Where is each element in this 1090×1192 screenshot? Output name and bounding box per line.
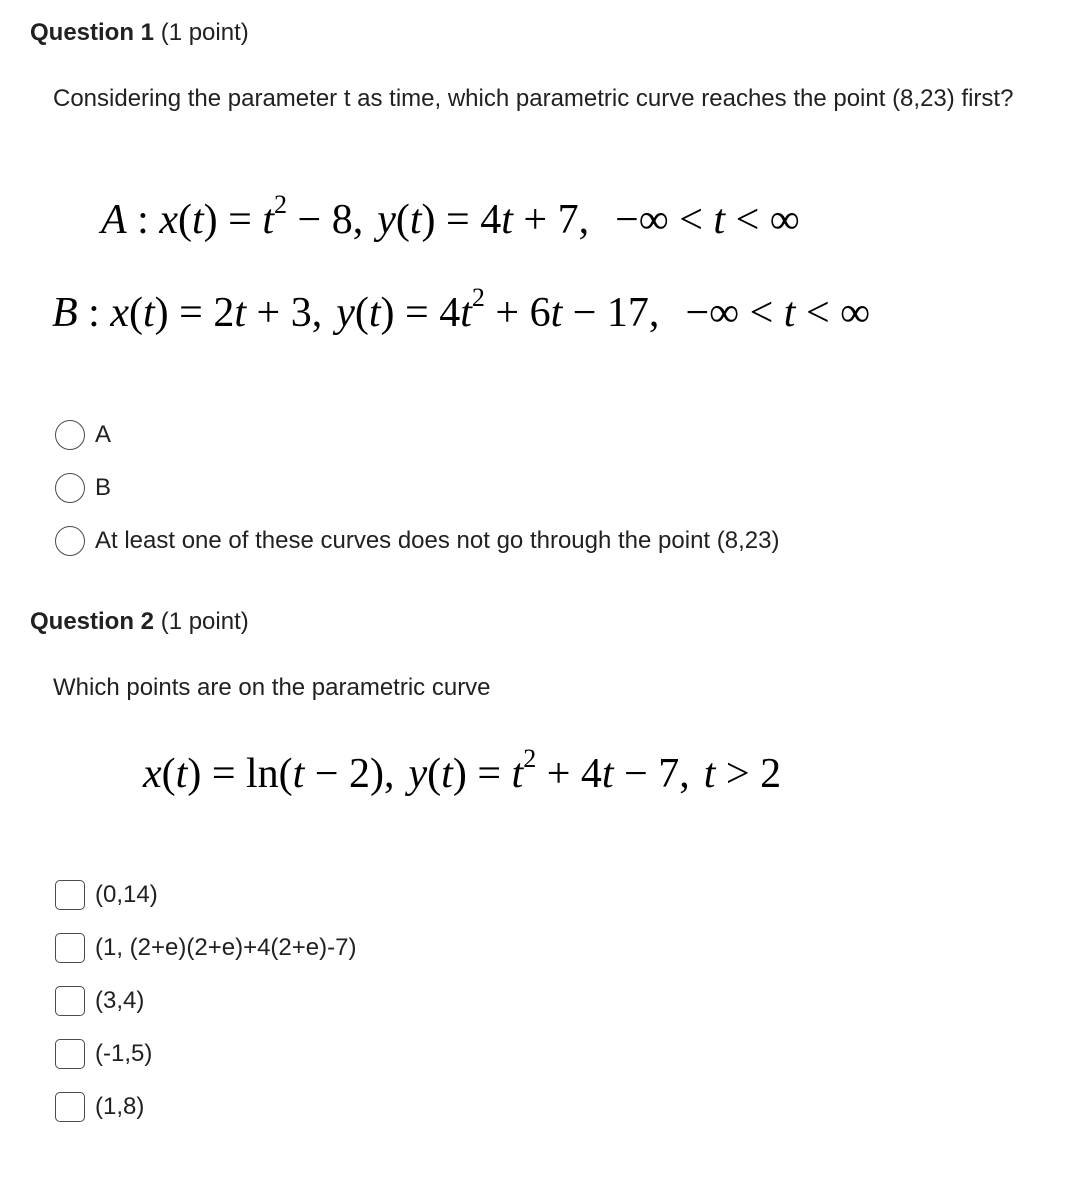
question-1-points: (1 point): [160, 19, 249, 46]
q2-option-1-label: (0,14): [95, 881, 158, 908]
question-1-prompt: Considering the parameter t as time, which parametric curve reaches the point (8,23) first?: [53, 85, 1014, 112]
q2-option-2[interactable]: [55, 931, 356, 965]
q2-option-1[interactable]: [55, 878, 158, 912]
question-1-heading: [30, 18, 249, 48]
equation-curve-a: A : $x(t) = t^2 - 8$, y(t) = 4t + 7, −∞ < t < ∞: [101, 190, 800, 243]
q2-checkbox-3[interactable]: [55, 986, 85, 1016]
q2-option-3-label: (3,4): [95, 987, 145, 1014]
question-2-points: (1 point): [160, 608, 249, 635]
q1-option-a[interactable]: [55, 418, 111, 452]
q2-checkbox-4[interactable]: [55, 1039, 85, 1069]
q2-option-4-label: (-1,5): [95, 1040, 153, 1067]
q2-option-2-label: (1, (2+e)(2+e)+4(2+e)-7): [95, 934, 357, 961]
equation-curve-b: B : x(t) = 2t + 3, $y(t) = 4t^2 + 6t - 17$, −∞ < t < ∞: [52, 288, 871, 336]
q1-option-a-label: A: [95, 421, 112, 448]
question-2-heading: [30, 607, 249, 637]
equation-curve-b-clip: [52, 288, 1018, 344]
q2-option-3[interactable]: [55, 984, 144, 1018]
q2-option-5-label: (1,8): [95, 1093, 145, 1120]
question-1-title: Question 1: [30, 19, 155, 46]
question-2-prompt: Which points are on the parametric curve: [53, 674, 491, 701]
q1-radio-a[interactable]: [55, 420, 85, 450]
q2-checkbox-1[interactable]: [55, 880, 85, 910]
question-2-title: Question 2: [30, 608, 155, 635]
q1-radio-b[interactable]: [55, 473, 85, 503]
q2-option-5[interactable]: [55, 1090, 144, 1124]
q1-radio-c[interactable]: [55, 526, 85, 556]
q2-option-4[interactable]: [55, 1037, 152, 1071]
q2-checkbox-2[interactable]: [55, 933, 85, 963]
q1-option-b-label: B: [95, 474, 112, 501]
equation-q2-curve: x(t) = ln(t − 2), $y(t) = t^2 + 4t - 7$, t > 2: [143, 744, 782, 797]
q1-option-c-label: At least one of these curves does not go through the point (8,23): [95, 527, 780, 554]
q1-option-c[interactable]: [55, 524, 779, 558]
q2-checkbox-5[interactable]: [55, 1092, 85, 1122]
q1-option-b[interactable]: [55, 471, 111, 505]
